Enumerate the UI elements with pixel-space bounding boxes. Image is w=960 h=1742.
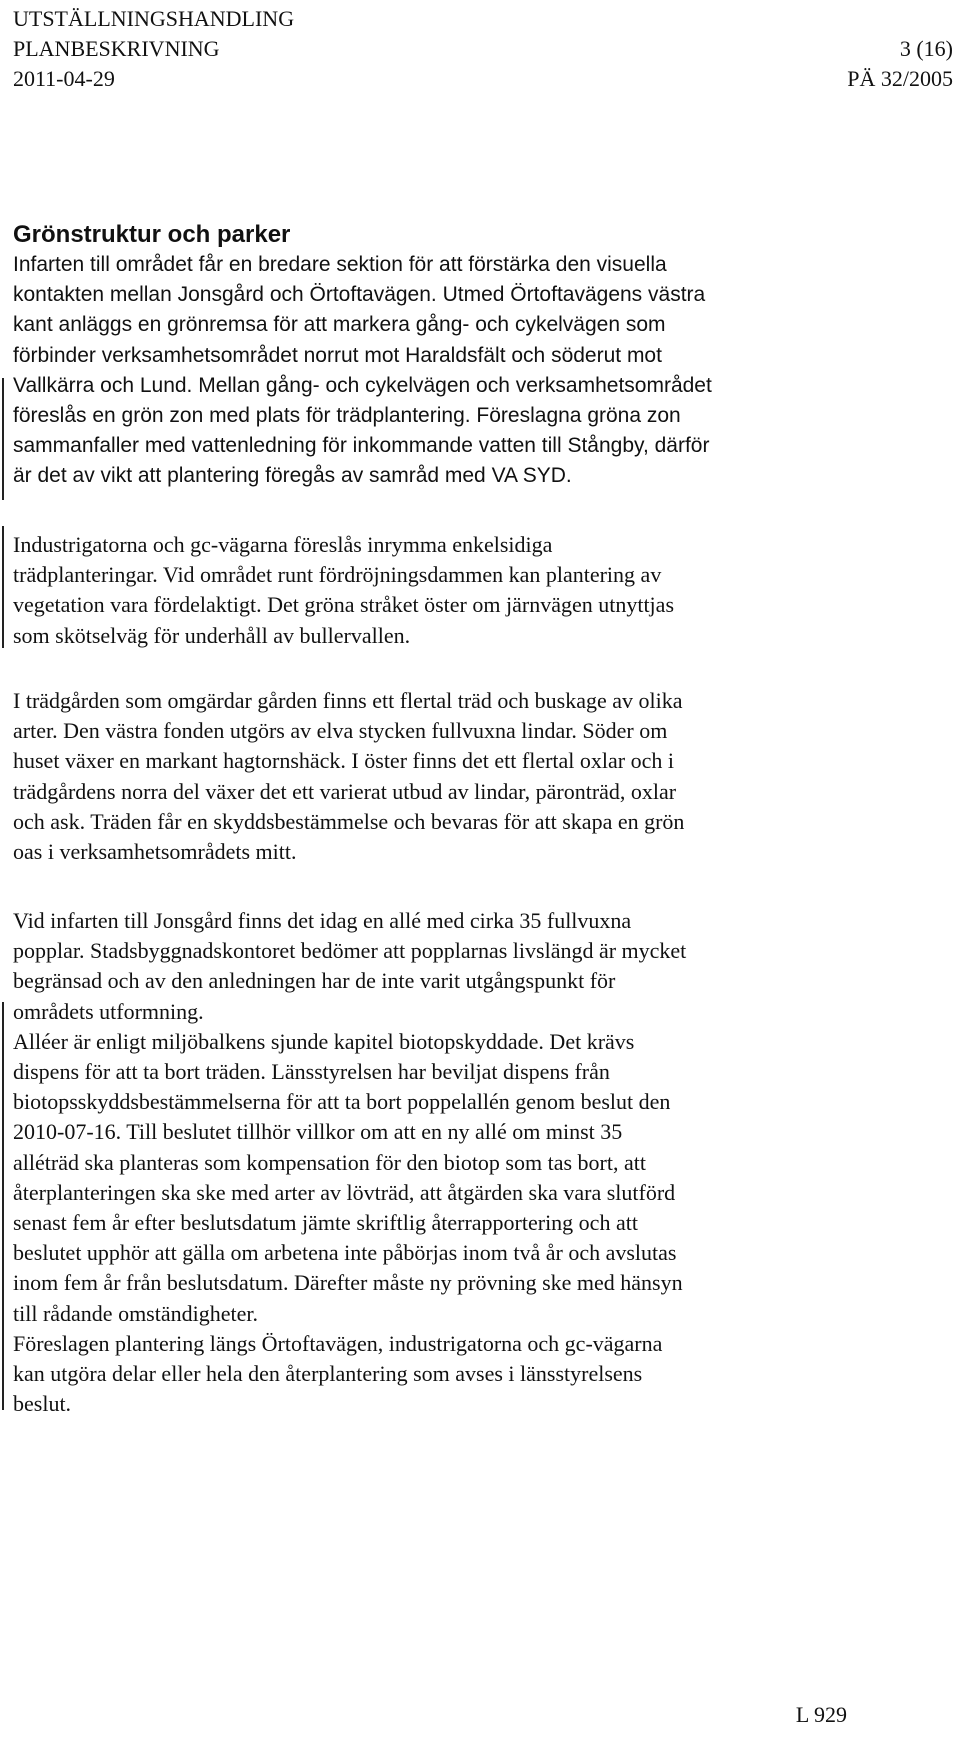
page-header — [13, 4, 953, 94]
text-line: Industrigatorna och gc-vägarna föreslås inrymma enkelsidiga — [13, 532, 553, 557]
document-reference: PÄ 32/2005 — [847, 66, 953, 91]
text-line: popplar. Stadsbyggnadskontoret bedömer att popplarnas livslängd är mycket — [13, 938, 687, 964]
paragraph-4 — [13, 906, 913, 1419]
paragraph-1 — [13, 250, 913, 492]
text-line: arter. Den västra fonden utgörs av elva stycken fullvuxna lindar. Söder om — [13, 718, 668, 744]
text-line: Föreslagen plantering längs Örtoftavägen, industrigatorna och gc-vägarna — [13, 1330, 663, 1356]
text-line: förbinder verksamhetsområdet norrut mot Haraldsfält och söderut mot — [13, 343, 662, 367]
header-row-2 — [13, 34, 953, 64]
text-line: områdets utformning. — [13, 998, 204, 1024]
text-line: Alléer är enligt miljöbalkens sjunde kapitel biotopskyddade. Det krävs — [13, 1028, 635, 1054]
text-line: återplanteringen ska ske med arter av lövträd, att åtgärden ska vara slutförd — [13, 1179, 676, 1205]
text-line: trädplanteringar. Vid området runt fördröjningsdammen kan plantering av — [13, 562, 662, 588]
revision-bar — [2, 1002, 4, 1410]
document-status: UTSTÄLLNINGSHANDLING — [13, 6, 295, 31]
paragraph-5 — [13, 1027, 913, 1329]
section-heading: Grönstruktur och parker — [13, 221, 291, 248]
text-line: beslut. — [13, 1391, 72, 1417]
text-line: dispens för att ta bort träden. Länsstyrelsen har beviljat dispens från — [13, 1059, 610, 1085]
paragraph-3 — [13, 686, 913, 867]
text-line: begränsad och av den anledningen har de inte varit utgångspunkt för — [13, 968, 616, 994]
text-line: trädgårdens norra del växer det ett varierat utbud av lindar, päronträd, oxlar — [13, 778, 677, 804]
text-line: Infarten till området får en bredare sektion för att förstärka den visuella — [13, 253, 667, 276]
revision-bar — [2, 526, 4, 648]
paragraph-2 — [13, 530, 913, 651]
text-line: kan utgöra delar eller hela den återplantering som avses i länsstyrelsens — [13, 1361, 643, 1387]
header-row-3 — [13, 64, 953, 94]
text-line: 2010-07-16. Till beslutet tillhör villkor om att en ny allé om minst 35 — [13, 1119, 623, 1145]
text-line: huset växer en markant hagtornshäck. I öster finns det ett flertal oxlar och i — [13, 748, 674, 774]
paragraph-6 — [13, 1329, 913, 1420]
text-line: kontakten mellan Jonsgård och Örtoftavägen. Utmed Örtoftavägens västra — [13, 283, 706, 307]
document-date: 2011-04-29 — [13, 66, 115, 91]
header-row-1 — [13, 4, 953, 34]
text-line: inom fem år från beslutsdatum. Därefter måste ny prövning ske med hänsyn — [13, 1270, 683, 1296]
text-line: Vid infarten till Jonsgård finns det idag en allé med cirka 35 fullvuxna — [13, 908, 632, 933]
section-heading-block — [13, 220, 913, 250]
text-line: vegetation vara fördelaktigt. Det gröna stråket öster om järnvägen utnyttjas — [13, 592, 674, 618]
document-type: PLANBESKRIVNING — [13, 36, 220, 61]
text-line: senast fem år efter beslutsdatum jämte skriftlig återrapportering och att — [13, 1210, 638, 1236]
text-line: beslutet upphör att gälla om arbetena inte påbörjas inom två år och avslutas — [13, 1240, 677, 1266]
text-line: som skötselväg för underhåll av bullervallen. — [13, 622, 411, 648]
text-line: föreslås en grön zon med plats för trädplantering. Föreslagna gröna zon — [13, 404, 681, 428]
text-line: till rådande omständigheter. — [13, 1300, 258, 1326]
text-line: Vallkärra och Lund. Mellan gång- och cykelvägen och verksamhetsområdet — [13, 373, 712, 397]
text-line: och ask. Träden får en skyddsbestämmelse och bevaras för att skapa en grön — [13, 808, 685, 834]
footer-page-code: L 929 — [795, 1702, 847, 1727]
revision-bar — [2, 378, 4, 500]
text-line: biotopsskyddsbestämmelserna för att ta bort poppelallén genom beslut den — [13, 1089, 671, 1115]
text-line: oas i verksamhetsområdets mitt. — [13, 839, 297, 865]
text-line: I trädgården som omgärdar gården finns ett flertal träd och buskage av olika — [13, 688, 683, 713]
text-line: alléträd ska planteras som kompensation för den biotop som tas bort, att — [13, 1149, 646, 1175]
text-line: kant anläggs en grönremsa för att markera gång- och cykelvägen som — [13, 313, 666, 337]
text-line: är det av vikt att plantering föregås av samråd med VA SYD. — [13, 464, 572, 488]
text-line: sammanfaller med vattenledning för inkommande vatten till Stångby, därför — [13, 434, 710, 458]
page-number: 3 (16) — [899, 36, 953, 61]
